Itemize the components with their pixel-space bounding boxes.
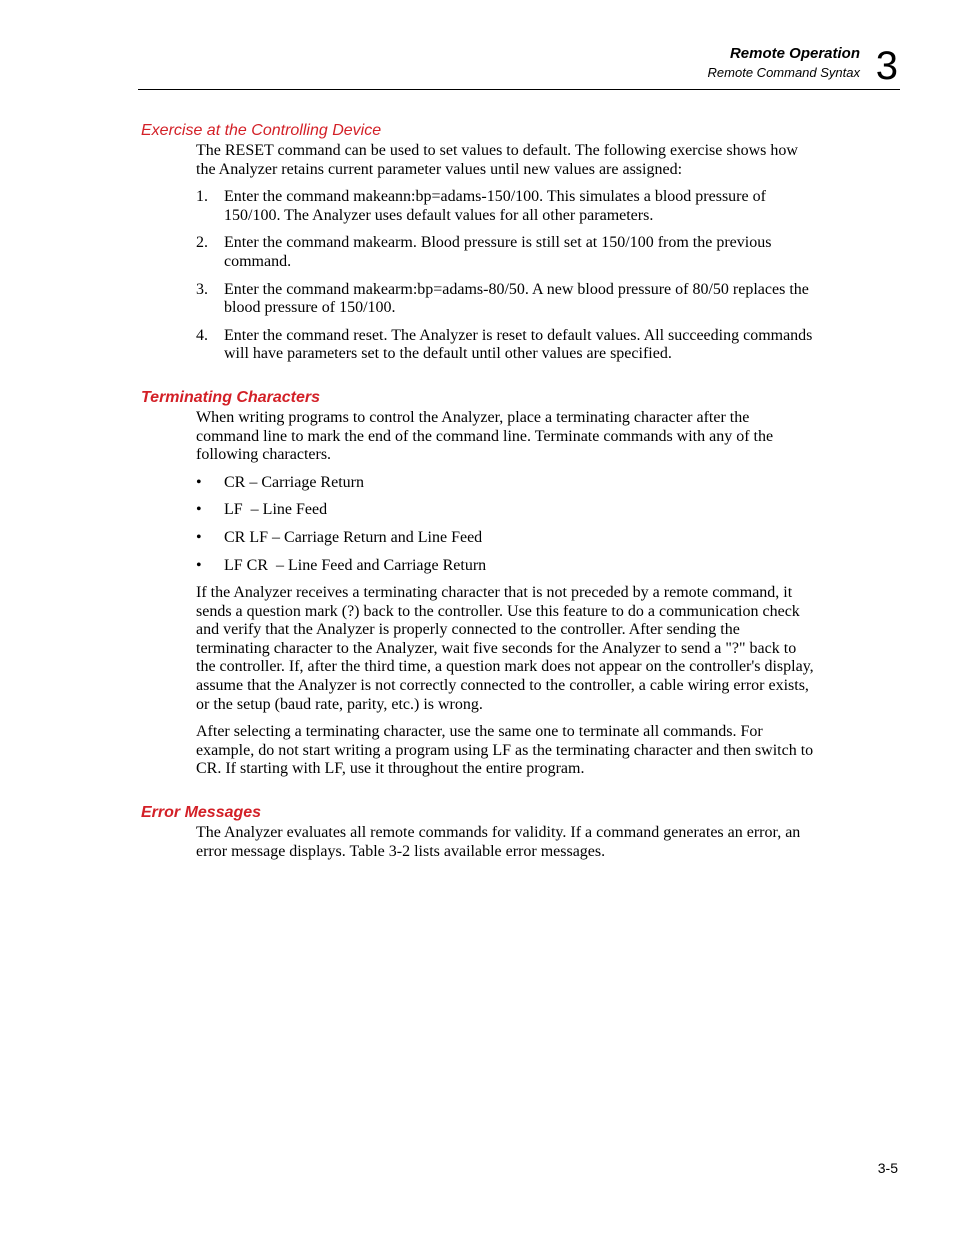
header-rule	[138, 89, 900, 90]
chapter-number: 3	[875, 44, 898, 88]
bullet-text: LF CR – Line Feed and Carriage Return	[224, 556, 487, 574]
step-text: Enter the command makearm. Blood pressure is still set at 150/100 from the previous command.	[224, 234, 772, 270]
terminating-bullets	[0, 474, 954, 575]
page-number: 3-5	[877, 1160, 898, 1176]
heading-exercise: Exercise at the Controlling Device	[141, 122, 382, 139]
bullet-icon: •	[196, 501, 202, 519]
bullet-icon: •	[196, 473, 202, 491]
step-number: 3.	[196, 280, 208, 298]
exercise-intro: The RESET command can be used to set values to default. The following exercise shows how the Analyzer retains current parameter values until new values are assigned:	[196, 142, 798, 178]
terminating-paragraph-2: After selecting a terminating character, use the same one to terminate all commands. For example, do not start writing a program using LF as the terminating character and then switch to CR. If starting with LF, use it throughout the entire program.	[196, 723, 814, 778]
list-item	[0, 474, 816, 493]
page-content	[0, 120, 954, 870]
step-text: Enter the command makearm:bp=adams-80/50. A new blood pressure of 80/50 replaces the blood pressure of 150/100.	[224, 280, 809, 317]
list-item	[0, 234, 816, 271]
terminating-paragraph-1: If the Analyzer receives a terminating character that is not preceded by a remote command, it sends a question mark (?) back to the controller. Use this feature to do a communication check and verify that the Analyzer is properly connected to the controller. After sending the terminating character to the Analyzer, wait five seconds for the Analyzer to send a "?" back to the controller. If, after the third time, a question mark does not appear on the controller's display, assume that the Analyzer is not correctly connected to the controller, a cable wiring error exists, or the setup (baud rate, parity, etc.) is wrong.	[196, 584, 814, 713]
bullet-text: CR LF – Carriage Return and Line Feed	[224, 528, 483, 546]
running-header	[708, 44, 860, 82]
chapter-title: Remote Operation	[729, 45, 860, 62]
step-number: 4.	[196, 326, 208, 344]
list-item	[0, 327, 816, 364]
list-item	[0, 501, 816, 520]
bullet-text: LF – Line Feed	[224, 501, 328, 519]
list-item	[0, 529, 816, 548]
heading-errors: Error Messages	[141, 804, 262, 822]
step-number: 1.	[196, 188, 208, 206]
errors-intro: The Analyzer evaluates all remote commands for validity. If a command generates an error, an error message displays. Table 3-2 lists available error messages.	[196, 824, 801, 860]
section-title: Remote Command Syntax	[707, 65, 860, 80]
bullet-icon: •	[196, 556, 202, 574]
list-item	[0, 281, 816, 318]
bullet-icon: •	[196, 528, 202, 546]
exercise-steps	[0, 188, 954, 364]
terminating-intro: When writing programs to control the Analyzer, place a terminating character after the command line to mark the end of the command line. Terminate commands with any of the following characters.	[196, 408, 774, 464]
bullet-text: CR – Carriage Return	[224, 473, 364, 491]
step-text: Enter the command makeann:bp=adams-150/100. This simulates a blood pressure of 150/100. The Analyzer uses default values for all other parameters.	[224, 188, 766, 224]
step-number: 2.	[196, 234, 208, 252]
step-text: Enter the command reset. The Analyzer is reset to default values. All succeeding commands will have parameters set to the default until other values are specified.	[224, 326, 813, 363]
list-item	[0, 188, 816, 225]
heading-terminating: Terminating Characters	[141, 388, 321, 406]
list-item	[0, 557, 816, 576]
